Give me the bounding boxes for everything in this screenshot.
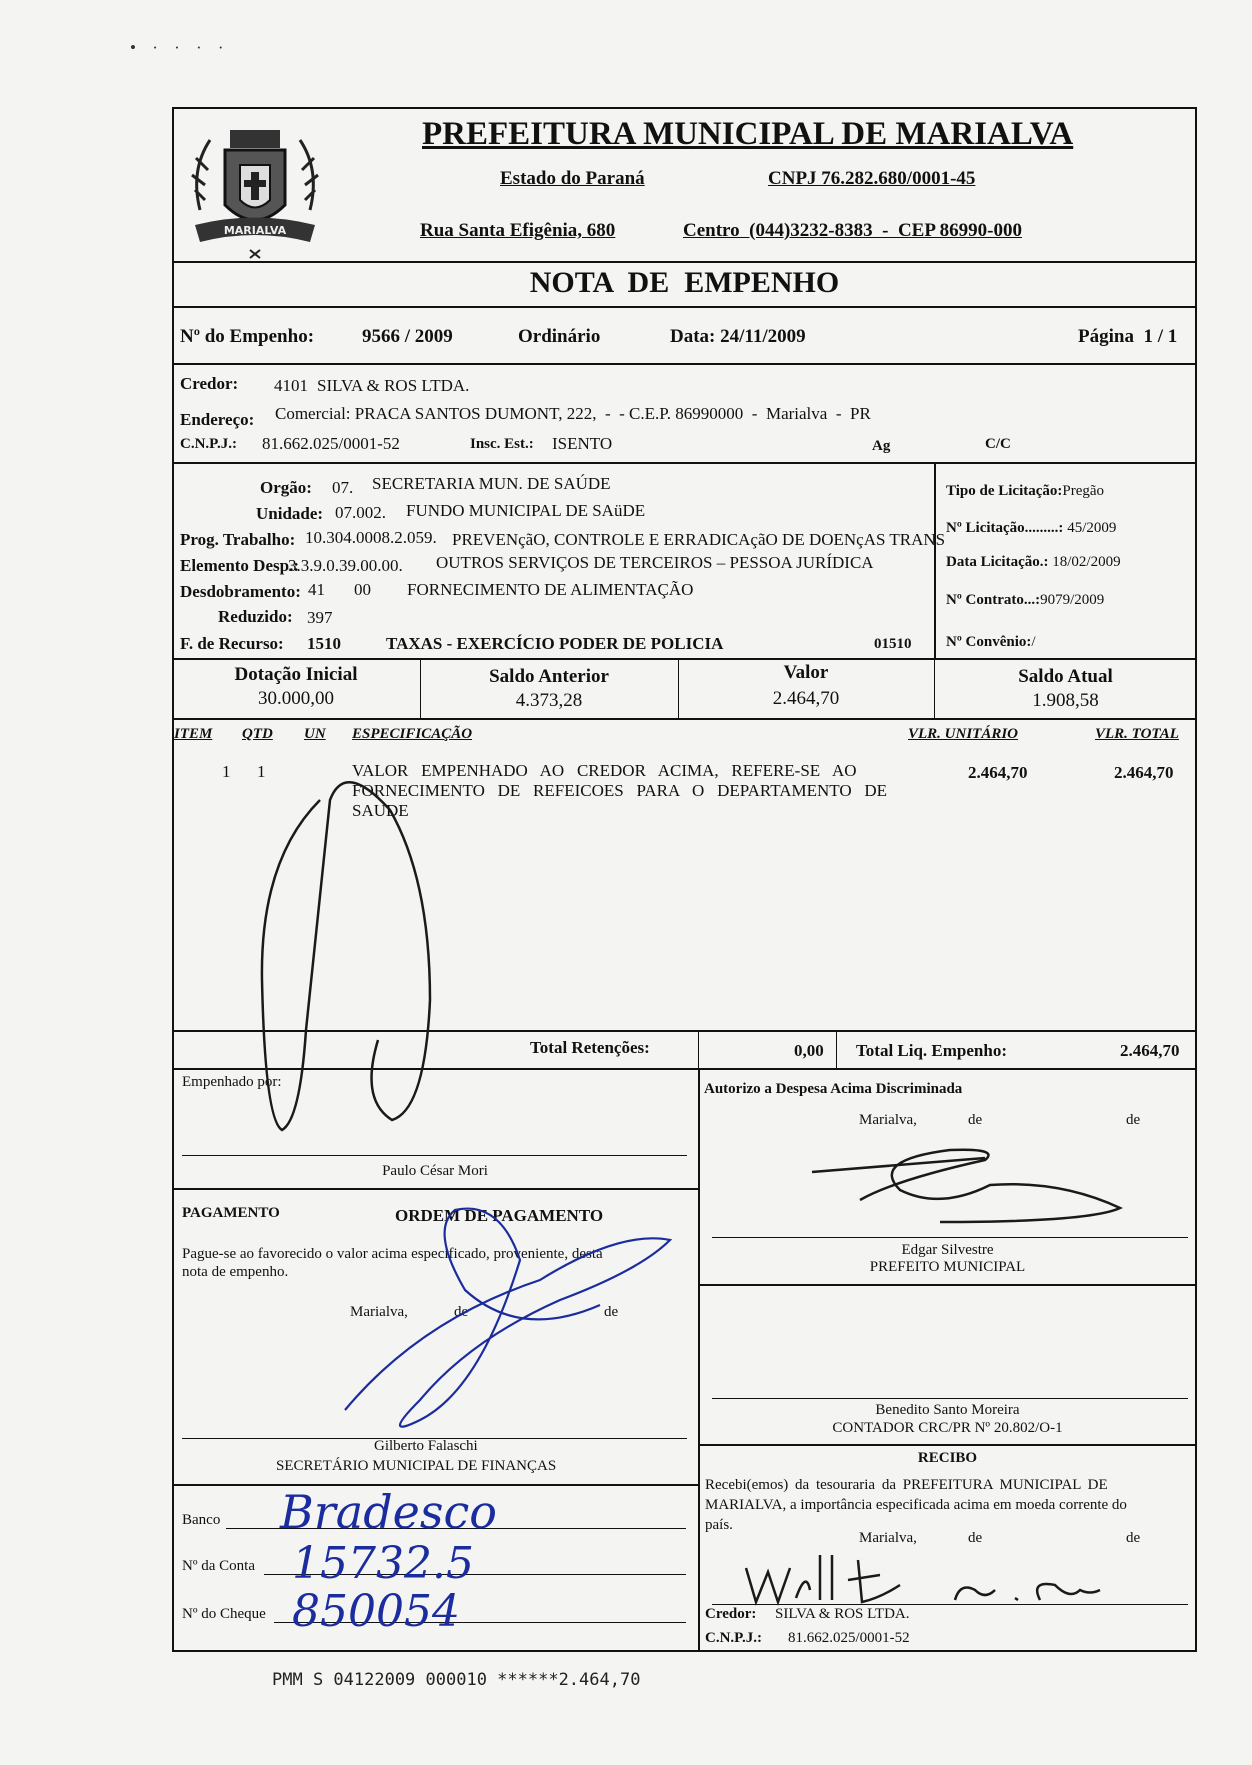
recibo-cnpj-label: C.N.P.J.: <box>705 1630 762 1646</box>
creditor-address: Comercial: PRACA SANTOS DUMONT, 222, - - C.E.P. 86990000 - Marialva - PR <box>275 404 871 423</box>
creditor-cnpj-label: C.N.P.J.: <box>180 436 237 452</box>
page-title: PREFEITURA MUNICIPAL DE MARIALVA <box>422 116 1074 152</box>
table-row-total-value: 2.464,70 <box>1114 763 1174 782</box>
elemento-code: 3.3.9.0.39.00.00. <box>288 556 403 575</box>
licitacao-num-label: Nº Licitação.........: 45/2009 <box>946 520 1117 536</box>
contador-name: Benedito Santo Moreira <box>875 1402 1020 1418</box>
contrato-label: Nº Contrato...:9079/2009 <box>946 592 1105 608</box>
footer-stamp: PMM S 04122009 000010 ******2.464,70 <box>272 1670 641 1690</box>
address-rest: Centro (044)3232-8383 - CEP 86990-000 <box>683 220 1022 241</box>
payment-place: Marialva, <box>350 1304 408 1320</box>
ie-value: ISENTO <box>552 434 613 453</box>
autorizo-de-2: de <box>1126 1112 1141 1128</box>
cnpj-label: CNPJ 76.282.680/0001-45 <box>768 168 976 189</box>
retencoes-label: Total Retenções: <box>530 1038 650 1057</box>
banco-label: Banco <box>182 1512 221 1528</box>
licitacao-tipo-label: Tipo de Licitação:Pregão <box>946 483 1105 499</box>
recibo-text-line3: país. <box>705 1517 733 1533</box>
recibo-de-1: de <box>968 1530 983 1546</box>
page-number: Página 1 / 1 <box>1078 326 1178 347</box>
creditor-name: SILVA & ROS LTDA. <box>317 376 470 395</box>
scan-marks: • · · · · <box>130 38 230 57</box>
prog-label: Prog. Trabalho: <box>180 530 296 549</box>
recibo-cnpj: 81.662.025/0001-52 <box>788 1630 910 1646</box>
document-title: NOTA DE EMPENHO <box>529 266 840 299</box>
address-label: Endereço: <box>180 410 255 429</box>
contador-title: CONTADOR CRC/PR Nº 20.802/O-1 <box>832 1420 1063 1436</box>
recurso-name: TAXAS - EXERCÍCIO PODER DE POLICIA <box>386 634 724 653</box>
prog-name: PREVENçãO, CONTROLE E ERRADICAçãO DE DOENçAS TRANS <box>452 530 946 549</box>
recibo-title: RECIBO <box>917 1450 978 1466</box>
conta-handwritten: 15732.5 <box>292 1538 474 1589</box>
mayor-name: Edgar Silvestre <box>901 1242 994 1258</box>
cc-label: C/C <box>985 436 1011 452</box>
desdobramento-label: Desdobramento: <box>180 582 301 601</box>
desdobramento-code-2: 00 <box>354 580 371 599</box>
table-row-unit-value: 2.464,70 <box>968 763 1028 782</box>
recibo-place: Marialva, <box>859 1530 917 1546</box>
unit-value-header: VLR. UNITÁRIO <box>908 726 1019 742</box>
dotacao-value: 30.000,00 <box>258 688 334 709</box>
empenho-date: Data: 24/11/2009 <box>670 326 806 347</box>
spec-header: ESPECIFICAÇÃO <box>352 726 473 742</box>
secretary-name: Gilberto Falaschi <box>374 1438 478 1454</box>
cheque-handwritten: 850054 <box>292 1586 460 1637</box>
ie-label: Insc. Est.: <box>470 436 534 452</box>
prog-code: 10.304.0008.2.059. <box>305 528 437 547</box>
autorizo-de-1: de <box>968 1112 983 1128</box>
banco-handwritten: Bradesco <box>280 1485 497 1539</box>
secretary-title: SECRETÁRIO MUNICIPAL DE FINANÇAS <box>276 1458 557 1474</box>
recibo-credor-label: Credor: <box>705 1606 757 1622</box>
un-header: UN <box>304 726 326 742</box>
saldo-atual-value: 1.908,58 <box>1032 690 1099 711</box>
liq-empenho-value: 2.464,70 <box>1120 1041 1180 1060</box>
creditor-cnpj: 81.662.025/0001-52 <box>262 434 400 453</box>
elemento-label: Elemento Desp.: <box>180 556 299 575</box>
payment-text-line1: Pague-se ao favorecido o valor acima especificado, proveniente, desta <box>182 1246 603 1262</box>
dotacao-label: Dotação Inicial <box>234 664 358 685</box>
mayor-title: PREFEITO MUNICIPAL <box>869 1259 1026 1275</box>
recurso-code: 1510 <box>307 634 341 653</box>
table-row-qtd: 1 <box>257 762 266 781</box>
ag-label: Ag <box>872 438 891 454</box>
empenho-number: 9566 / 2009 <box>362 326 453 347</box>
saldo-anterior-value: 4.373,28 <box>515 690 583 711</box>
table-row-spec-line2: FORNECIMENTO DE REFEICOES PARA O DEPARTAMENTO DE <box>352 781 888 800</box>
conta-label: Nº da Conta <box>182 1558 255 1574</box>
valor-value: 2.464,70 <box>772 688 840 709</box>
empenho-number-label: Nº do Empenho: <box>180 326 315 347</box>
recibo-text-line2: MARIALVA, a importância especificada acima em moeda corrente do <box>705 1497 1127 1513</box>
total-value-header: VLR. TOTAL <box>1095 726 1179 742</box>
liq-empenho-label: Total Liq. Empenho: <box>856 1041 1007 1060</box>
desdobramento-code: 41 <box>308 580 325 599</box>
payment-text-line2: nota de empenho. <box>182 1264 289 1280</box>
orgao-label: Orgão: <box>260 478 312 497</box>
cheque-label: Nº do Cheque <box>182 1606 266 1622</box>
recibo-credor: SILVA & ROS LTDA. <box>775 1606 910 1622</box>
coat-of-arms-text: MARIALVA <box>223 224 287 237</box>
payment-de-1: de <box>454 1304 469 1320</box>
item-header: ITEM <box>174 726 213 742</box>
autorizo-place: Marialva, <box>859 1112 917 1128</box>
payment-order-label: ORDEM DE PAGAMENTO <box>395 1206 604 1225</box>
reduzido-value: 397 <box>307 608 333 627</box>
coat-of-arms-icon <box>180 110 330 260</box>
street-address: Rua Santa Efigênia, 680 <box>420 220 616 241</box>
convenio-label: Nº Convênio:/ <box>946 634 1036 650</box>
unidade-code: 07.002. <box>335 503 386 522</box>
valor-label: Valor <box>783 662 829 683</box>
table-row-item: 1 <box>222 762 231 781</box>
unidade-label: Unidade: <box>256 504 324 523</box>
recurso-code-2: 01510 <box>874 636 912 652</box>
orgao-code: 07. <box>332 478 354 497</box>
qtd-header: QTD <box>242 726 273 742</box>
recurso-label: F. de Recurso: <box>180 634 284 653</box>
state-label: Estado do Paraná <box>500 168 645 189</box>
payment-label: PAGAMENTO <box>182 1205 280 1221</box>
desdobramento-name: FORNECIMENTO DE ALIMENTAÇÃO <box>407 580 694 599</box>
table-row-spec-line1: VALOR EMPENHADO AO CREDOR ACIMA, REFERE-SE AO <box>352 761 857 780</box>
recibo-de-2: de <box>1126 1530 1141 1546</box>
table-row-spec-line3: SAUDE <box>352 801 409 820</box>
reduzido-label: Reduzido: <box>218 607 293 626</box>
payment-de-2: de <box>604 1304 619 1320</box>
empenhado-name: Paulo César Mori <box>382 1163 488 1179</box>
autorizo-label: Autorizo a Despesa Acima Discriminada <box>704 1081 963 1097</box>
orgao-name: SECRETARIA MUN. DE SAÚDE <box>372 474 611 493</box>
unidade-name: FUNDO MUNICIPAL DE SAüDE <box>406 501 646 520</box>
saldo-atual-label: Saldo Atual <box>1018 666 1113 687</box>
creditor-label: Credor: <box>180 374 239 393</box>
retencoes-value: 0,00 <box>794 1041 824 1060</box>
recibo-text-line1: Recebi(emos) da tesouraria da PREFEITURA MUNICIPAL DE <box>705 1477 1108 1493</box>
creditor-code: 4101 <box>274 376 308 395</box>
empenhado-label: Empenhado por: <box>182 1074 282 1090</box>
licitacao-date-label: Data Licitação.: 18/02/2009 <box>946 554 1121 570</box>
empenho-type: Ordinário <box>518 326 601 347</box>
elemento-name: OUTROS SERVIÇOS DE TERCEIROS – PESSOA JURÍDICA <box>436 553 874 572</box>
saldo-anterior-label: Saldo Anterior <box>489 666 609 687</box>
